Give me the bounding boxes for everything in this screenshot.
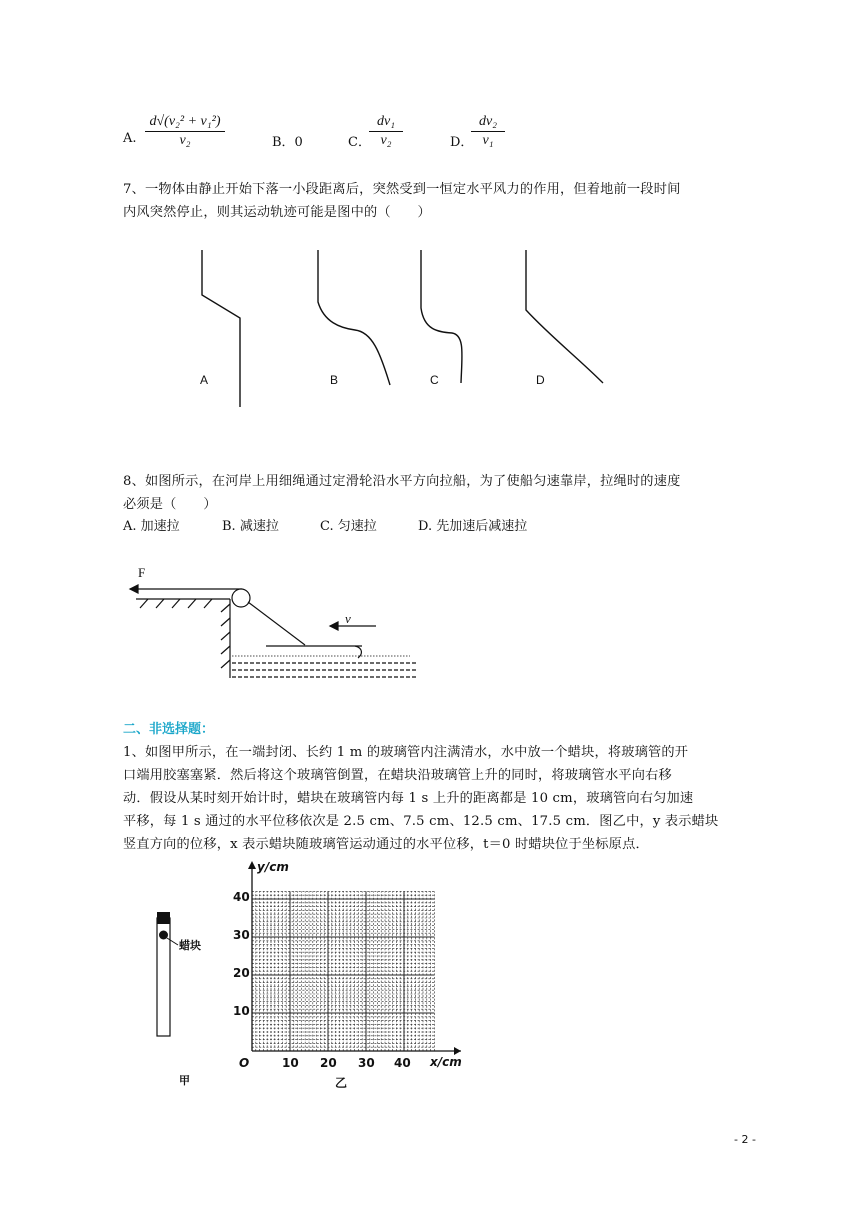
y-tick-10: 10 <box>233 1004 250 1018</box>
q6-option-d-numerator: dv₂ <box>471 113 505 132</box>
section-2-title: 二、非选择题： <box>123 722 215 737</box>
q6-option-a-fraction <box>145 113 225 150</box>
q8-boat-figure <box>100 560 430 685</box>
q8-option-d: D. 先加速后减速拉 <box>418 519 528 534</box>
q6-option-c-label: C． <box>348 135 371 150</box>
q8-option-b: B. 减速拉 <box>222 519 279 534</box>
section2-q1-line-4: 平移，每 1 s 通过的水平位移依次是 2.5 cm、7.5 cm、12.5 cm、17.5 cm．图乙中，y 表示蜡块 <box>123 814 719 829</box>
q8-text-line-2: 必须是（ ） <box>123 497 217 512</box>
q8-option-a: A. 加速拉 <box>123 519 180 534</box>
q6-option-d-label: D． <box>450 135 474 150</box>
trajectory-c <box>421 250 462 383</box>
q6-option-a-numerator: d√(v₂² + v₁²) <box>145 113 225 132</box>
q7-trajectory-figure <box>0 240 860 415</box>
trajectory-label-b: B <box>330 373 339 387</box>
q7-text-line-2: 内风突然停止，则其运动轨迹可能是图中的（ ） <box>123 205 431 220</box>
q7-text-line-1: 7、一物体由静止开始下落一小段距离后，突然受到一恒定水平风力的作用，但着地前一段时间 <box>123 182 681 197</box>
q8-text-line-1: 8、如图所示，在河岸上用细绳通过定滑轮沿水平方向拉船，为了使船匀速靠岸，拉绳时的速度 <box>123 474 681 489</box>
trajectory-b <box>318 250 390 385</box>
grid-lines <box>252 891 434 1051</box>
figure-yi-grid <box>225 855 475 1095</box>
q6-option-b: B．0 <box>272 135 303 150</box>
x-tick-10: 10 <box>282 1056 299 1070</box>
y-tick-40: 40 <box>233 890 250 904</box>
x-tick-30: 30 <box>358 1056 375 1070</box>
q6-option-a-denominator: v₂ <box>179 133 191 148</box>
section2-q1-line-3: 动．假设从某时刻开始计时，蜡块在玻璃管内每 1 s 上升的距离都是 10 cm，玻璃管向右匀加速 <box>123 791 694 806</box>
bank-hatching <box>140 599 212 608</box>
figure-yi-caption: 乙 <box>335 1076 348 1090</box>
figure-jia-caption: 甲 <box>179 1074 190 1087</box>
q6-option-c-denominator: v₂ <box>380 133 392 148</box>
force-label: F <box>138 565 146 580</box>
y-axis-label: y/cm <box>257 860 289 874</box>
q6-option-c-fraction <box>369 113 403 150</box>
x-tick-40: 40 <box>394 1056 411 1070</box>
velocity-label: v <box>345 611 351 626</box>
section2-q1-line-2: 口端用胶塞塞紧．然后将这个玻璃管倒置，在蜡块沿玻璃管上升的同时，将玻璃管水平向右移 <box>123 768 672 783</box>
trajectory-label-c: C <box>430 373 439 387</box>
section2-q1-line-5: 竖直方向的位移，x 表示蜡块随玻璃管运动通过的水平位移，t＝0 时蜡块位于坐标原点． <box>123 837 649 852</box>
y-tick-30: 30 <box>233 928 250 942</box>
wall-hatching <box>221 604 230 668</box>
y-tick-20: 20 <box>233 966 250 980</box>
wax-block-label: 蜡块 <box>179 939 201 952</box>
q8-option-c: C. 匀速拉 <box>320 519 377 534</box>
x-tick-20: 20 <box>320 1056 337 1070</box>
figure-jia-tube <box>140 900 230 1090</box>
q6-option-c-numerator: dv₁ <box>369 113 403 132</box>
trajectory-d <box>526 250 603 383</box>
trajectory-label-d: D <box>536 373 545 387</box>
trajectory-label-a: A <box>200 373 209 387</box>
page-number: - 2 - <box>734 1133 756 1146</box>
section2-q1-line-1: 1、如图甲所示，在一端封闭、长约 1 m 的玻璃管内注满清水，水中放一个蜡块，将玻璃管的开 <box>123 745 689 760</box>
q6-option-a-label: A. <box>123 131 137 146</box>
origin-label: O <box>239 1056 250 1070</box>
q6-option-d-denominator: v₁ <box>482 133 494 148</box>
q6-option-d-fraction <box>471 113 505 150</box>
x-axis-label: x/cm <box>430 1055 462 1069</box>
